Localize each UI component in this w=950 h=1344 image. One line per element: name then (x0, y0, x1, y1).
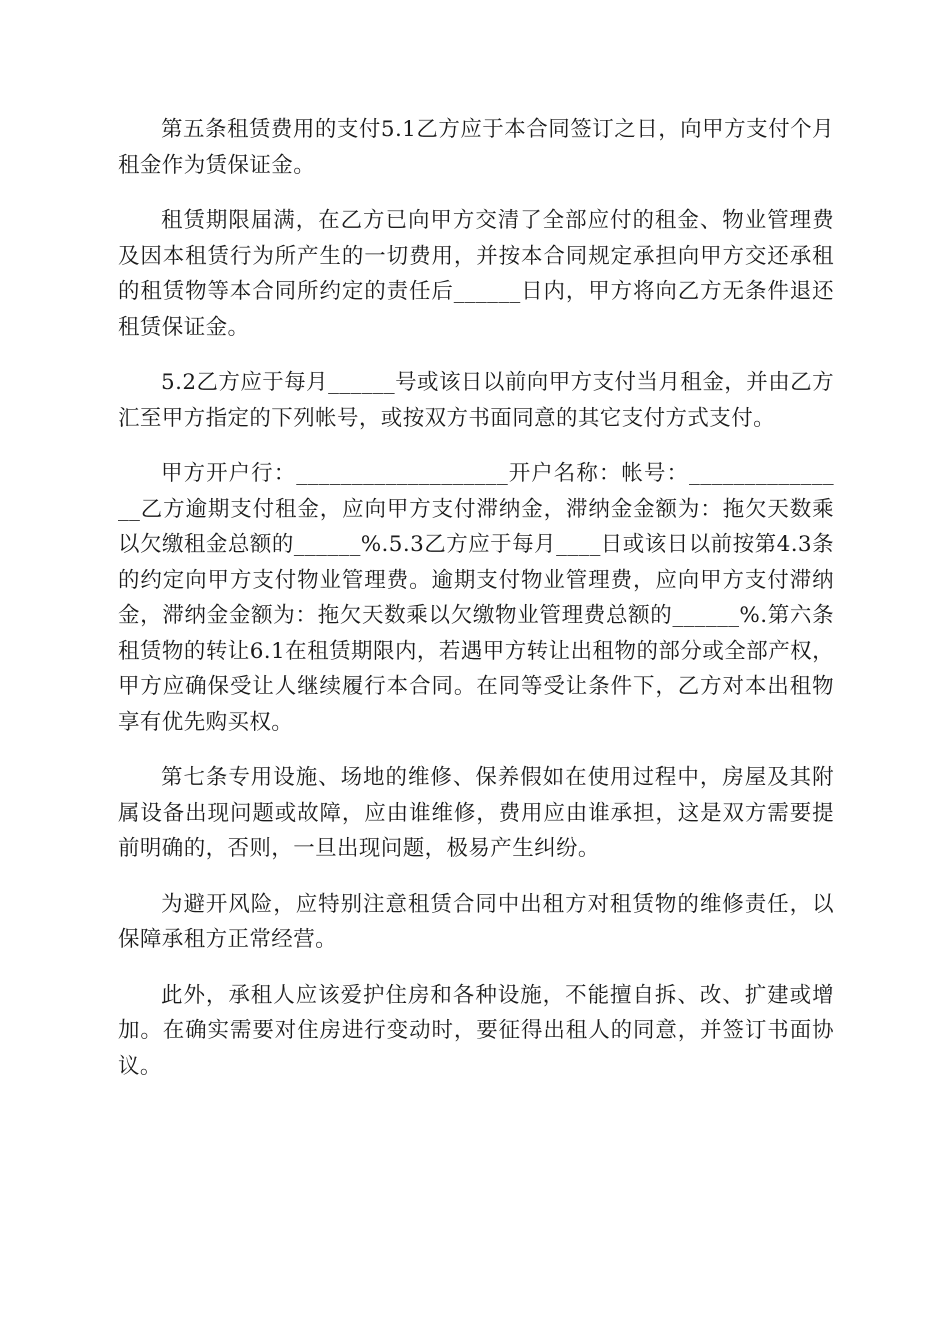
paragraph-tenant-obligations: 此外，承租人应该爱护住房和各种设施，不能擅自拆、改、扩建或增加。在确实需要对住房进行变动时，要征得出租人的同意，并签订书面协议。 (118, 982, 834, 1079)
document-body (118, 112, 834, 1104)
paragraph-risk-avoidance: 为避开风险，应特别注意租赁合同中出租方对租赁物的维修责任，以保障承租方正常经营。 (118, 891, 834, 952)
paragraph-article-7-maintenance: 第七条专用设施、场地的维修、保养假如在使用过程中，房屋及其附属设备出现问题或故障，应由谁维修，费用应由谁承担，这是双方需要提前明确的，否则，一旦出现问题，极易产生纠纷。 (118, 765, 834, 861)
paragraph-bank-account-and-transfer: 甲方开户行：___________________开户名称：帐号：_______________乙方逾期支付租金，应向甲方支付滞纳金，滞纳金金额为：拖欠天数乘以欠缴租金总额的______%.5.3乙方应于每月____日或该日以前按第4.3条的约定向甲方支付物业管理费。逾期支付物业管理费，应向甲方支付滞纳金，滞纳金金额为：拖欠天数乘以欠缴物业管理费总额的______%.第六条租赁物的转让6.1在租赁期限内，若遇甲方转让出租物的部分或全部产权，甲方应确保受让人继续履行本合同。在同等受让条件下，乙方对本出租物享有优先购买权。 (118, 461, 834, 735)
paragraph-article-5-deposit: 第五条租赁费用的支付5.1乙方应于本合同签订之日，向甲方支付个月租金作为赁保证金。 (118, 117, 834, 178)
paragraph-monthly-rent: 5.2乙方应于每月______号或该日以前向甲方支付当月租金，并由乙方汇至甲方指定的下列帐号，或按双方书面同意的其它支付方式支付。 (118, 370, 834, 431)
paragraph-deposit-refund: 租赁期限届满，在乙方已向甲方交清了全部应付的租金、物业管理费及因本租赁行为所产生的一切费用，并按本合同规定承担向甲方交还承租的租赁物等本合同所约定的责任后______日内，甲方将向乙方无条件退还租赁保证金。 (118, 208, 834, 340)
